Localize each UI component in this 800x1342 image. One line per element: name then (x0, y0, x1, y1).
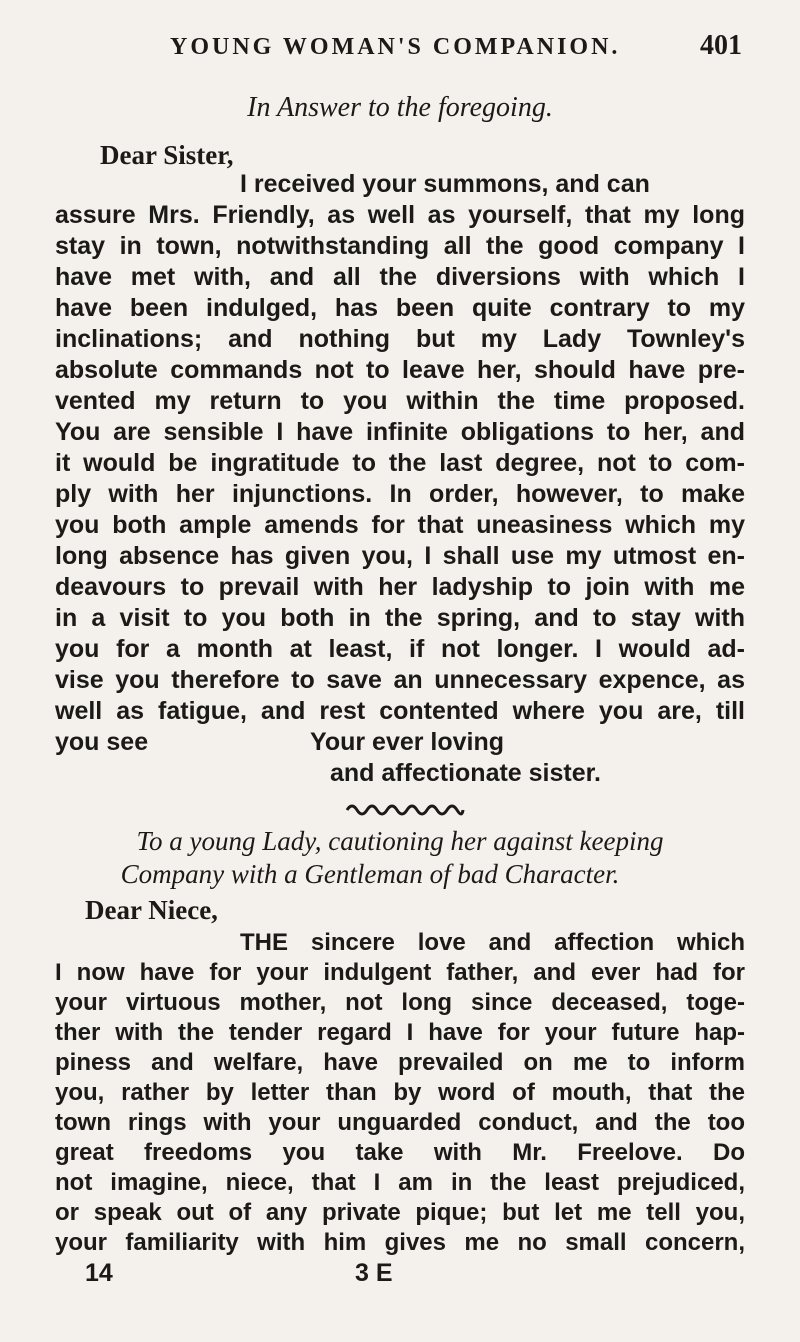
letter2-line: your familiarity with him gives me no small concern, (55, 1229, 745, 1256)
letter1-line: vise you therefore to save an unnecessary expence, as (55, 666, 745, 694)
letter1-line: well as fatigue, and rest contented where you are, till (55, 697, 745, 725)
letter2-line: THE sincere love and affection which (240, 929, 745, 956)
signature-marks (0, 1259, 800, 1287)
letter1-line: have met with, and all the diversions with which I (55, 263, 745, 291)
ornament-divider-icon (345, 800, 465, 816)
letter1-line: absolute commands not to leave her, should have pre- (55, 356, 745, 384)
letter1-line: it would be ingratitude to the last degree, not to com- (55, 449, 745, 477)
letter2-line: not imagine, niece, that I am in the least prejudiced, (55, 1169, 745, 1196)
letter1-line: ply with her injunctions. In order, however, to make (55, 480, 745, 508)
letter2-line: ther with the tender regard I have for your future hap- (55, 1019, 745, 1046)
running-head (150, 28, 760, 68)
letter1-line: I received your summons, and can (240, 170, 650, 198)
letter2-line: your virtuous mother, not long since deceased, toge- (55, 989, 745, 1016)
letter1-line: long absence has given you, I shall use my utmost en- (55, 542, 745, 570)
letter1-line: you both ample amends for that uneasiness which my (55, 511, 745, 539)
signature-left: 14 (85, 1259, 113, 1287)
letter2-line: I now have for your indulgent father, and ever had for (55, 959, 745, 986)
letter1-heading: In Answer to the foregoing. (247, 92, 553, 123)
letter1-line: in a visit to you both in the spring, and to stay with (55, 604, 745, 632)
letter1-line: You are sensible I have infinite obligations to her, and (55, 418, 745, 446)
signature-right: 3 E (355, 1259, 393, 1287)
letter1-line: you for a month at least, if not longer. I would ad- (55, 635, 745, 663)
letter1-closing-lead: you see (55, 728, 149, 756)
letter1-salutation: Dear Sister, (100, 140, 234, 170)
letter1-line: stay in town, notwithstanding all the good company I (55, 232, 745, 260)
letter2-heading-line2: Company with a Gentleman of bad Character. (120, 859, 620, 889)
letter1-line: deavours to prevail with her ladyship to join with me (55, 573, 745, 601)
letter2-salutation: Dear Niece, (85, 895, 218, 925)
letter1-line: have been indulged, has been quite contrary to my (55, 294, 745, 322)
letter1-line: vented my return to you within the time proposed. (55, 387, 745, 415)
running-title: YOUNG WOMAN'S COMPANION. (170, 34, 621, 60)
letter1-line: assure Mrs. Friendly, as well as yourself, that my long (55, 201, 745, 229)
letter2-heading-line1: To a young Lady, cautioning her against keeping (136, 826, 664, 856)
letter1-line: inclinations; and nothing but my Lady Townley's (55, 325, 745, 353)
page-number: 401 (700, 30, 742, 61)
letter1-closing-line2: and affectionate sister. (330, 759, 601, 787)
letter2-line: you, rather by letter than by word of mouth, that the (55, 1079, 745, 1106)
letter2-line: piness and welfare, have prevailed on me to inform (55, 1049, 745, 1076)
letter1-closing-line1: Your ever loving (310, 728, 505, 756)
letter2-line: great freedoms you take with Mr. Freelove. Do (55, 1139, 745, 1166)
letter2-line: or speak out of any private pique; but let me tell you, (55, 1199, 745, 1226)
letter2-line: town rings with your unguarded conduct, and the too (55, 1109, 745, 1136)
